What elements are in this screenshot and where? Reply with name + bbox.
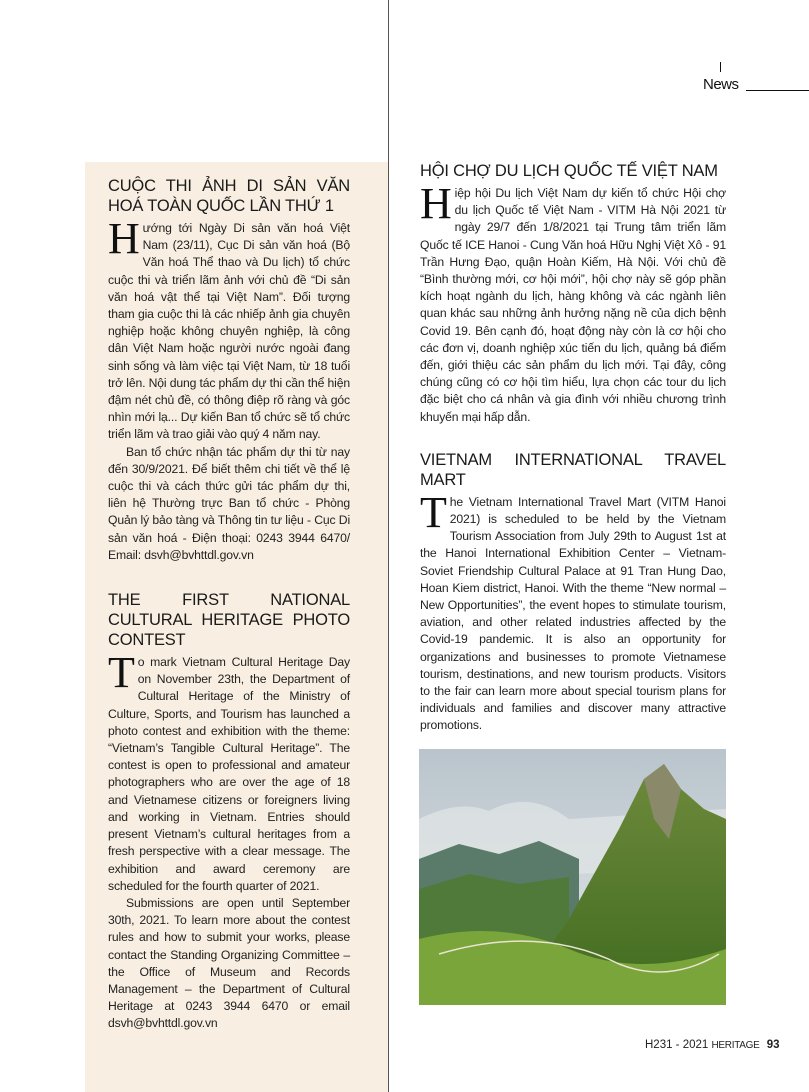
drop-cap: T <box>420 487 447 537</box>
header-tick <box>720 62 721 72</box>
magazine-name: HERITAGE <box>711 1040 760 1051</box>
article-title: THE FIRST NATIONAL CULTURAL HERITAGE PHOTO CONTEST <box>108 591 350 650</box>
article-title: CUỘC THI ẢNH DI SẢN VĂN HOÁ TOÀN QUỐC LẦN THỨ 1 <box>108 177 350 215</box>
paragraph: o mark Vietnam Cultural Heritage Day on November 23th, the Department of Cultural Heritage of the Ministry of Culture, Sports, and Tourism has launched a photo contest and exhibition with the theme: “Vietnam’s Tangible Cultural Heritage”. The contest is open to professional and amateur photographers who are over the age of 18 and Vietnamese citizens or foreigners living and working in Vietnam. Entries should present Vietnam’s cultural heritages from a fresh perspective with a clear message. The exhibition and award ceremony are scheduled for the fourth quarter of 2021. <box>108 655 350 893</box>
page-number: 93 <box>766 1039 780 1051</box>
paragraph: ướng tới Ngày Di sản văn hoá Việt Nam (23/11), Cục Di sản văn hoá (Bộ Văn hoá Thể thao và Du lịch) tổ chức cuộc thi và triển lãm ảnh với chủ đề “Di sản văn hoá vật thể tại Việt Nam”. Đối tượng tham gia cuộc thi là các nhiếp ảnh gia chuyên nghiệp hoặc không chuyên nghiệp, là công dân Việt Nam hoặc người nước ngoài đang sinh sống và làm việc tại Việt Nam, từ 18 tuổi trở lên. Nội dung tác phẩm dự thi cần thể hiện đậm nét chủ đề, có thông điệp rõ ràng và góc nhìn mới lạ... Dự kiến Ban tổ chức sẽ tổ chức triển lãm và trao giải vào quý 4 năm nay. <box>108 221 350 442</box>
mountain-landscape-photo <box>419 749 726 1005</box>
issue-number: H231 - 2021 <box>645 1039 709 1051</box>
article-title: HỘI CHỢ DU LỊCH QUỐC TẾ VIỆT NAM <box>420 162 718 180</box>
header-rule <box>746 90 809 91</box>
paragraph: Ban tổ chức nhận tác phẩm dự thi từ nay đến 30/9/2021. Để biết thêm chi tiết về thể lệ cuộc thi và cách thức gửi tác phẩm dự thi, liên hệ Thường trực Ban tổ chức - Phòng Quản lý bảo tàng và Thông tin tư liệu - Cục Di sản văn hoá - Điện thoại: 0243 3944 6470/ Email: dsvh@bvhttdl.gov.vn <box>108 444 350 562</box>
article-vn-photo-contest <box>108 176 350 564</box>
paragraph: Submissions are open until September 30th, 2021. To learn more about the contest rules and how to submit your works, please contact the Standing Organizing Committee – the Office of Museum and Records Management – the Department of Cultural Heritage at 0243 3944 6470 or email dsvh@bvhttdl.gov.vn <box>108 895 350 1031</box>
column-divider <box>388 0 389 1092</box>
paragraph: he Vietnam International Travel Mart (VITM Hanoi 2021) is scheduled to be held by the Vietnam Tourism Association from July 29th to August 1st at the Hanoi International Exhibition Center – Vietnam-Soviet Friendship Cultural Palace at 91 Tran Hung Dao, Hoan Kiem district, Hanoi. With the theme “New normal – New Opportunities”, the event hopes to stimulate tourism, aviation, and other related industries affected by the Covid-19 pandemic. It is also an opportunity for organizations and businesses to promote Vietnamese tourism, destinations, and new tourism products. Visitors to the fair can learn more about special tourism plans for individuals and families and discover many attractive promotions. <box>420 494 726 733</box>
drop-cap: H <box>420 179 452 228</box>
paragraph: iệp hội Du lịch Việt Nam dự kiến tổ chức Hội chợ du lịch Quốc tế Việt Nam - VITM Hà Nội 2021 từ ngày 29/7 đến 1/8/2021 tại Trung tâm triển lãm Quốc tế ICE Hanoi - Cung Văn hoá Hữu Nghị Việt Xô - 91 Trần Hưng Đạo, quận Hoàn Kiếm, Hà Nội. Với chủ đề “Bình thường mới, cơ hội mới”, hội chợ này sẽ góp phần kích hoạt ngành du lịch, hàng không và các ngành liên quan khác sau những ảnh hưởng nặng nề của dịch bệnh Covid 19. Bên cạnh đó, hoạt động này còn là cơ hội cho các đơn vị, doanh nghiệp xúc tiến du lịch, quảng bá điểm đến, giới thiệu các sản phẩm du lịch mới. Tại đây, công chúng cũng có cơ hội tìm hiểu, lựa chọn các tour du lịch đặc biệt cho cá nhân và gia đình với nhiều chương trình khuyến mại hấp dẫn. <box>420 186 726 424</box>
drop-cap: T <box>108 648 135 698</box>
article-en-photo-contest <box>108 590 350 1032</box>
section-label: News <box>703 76 739 93</box>
article-vn-travel-mart <box>420 161 726 426</box>
drop-cap: H <box>108 214 140 263</box>
page-footer <box>645 1039 779 1051</box>
article-en-travel-mart <box>420 450 726 735</box>
article-title: VIETNAM INTERNATIONAL TRAVEL MART <box>420 450 726 489</box>
left-column <box>108 176 350 1033</box>
right-column <box>420 161 726 1005</box>
